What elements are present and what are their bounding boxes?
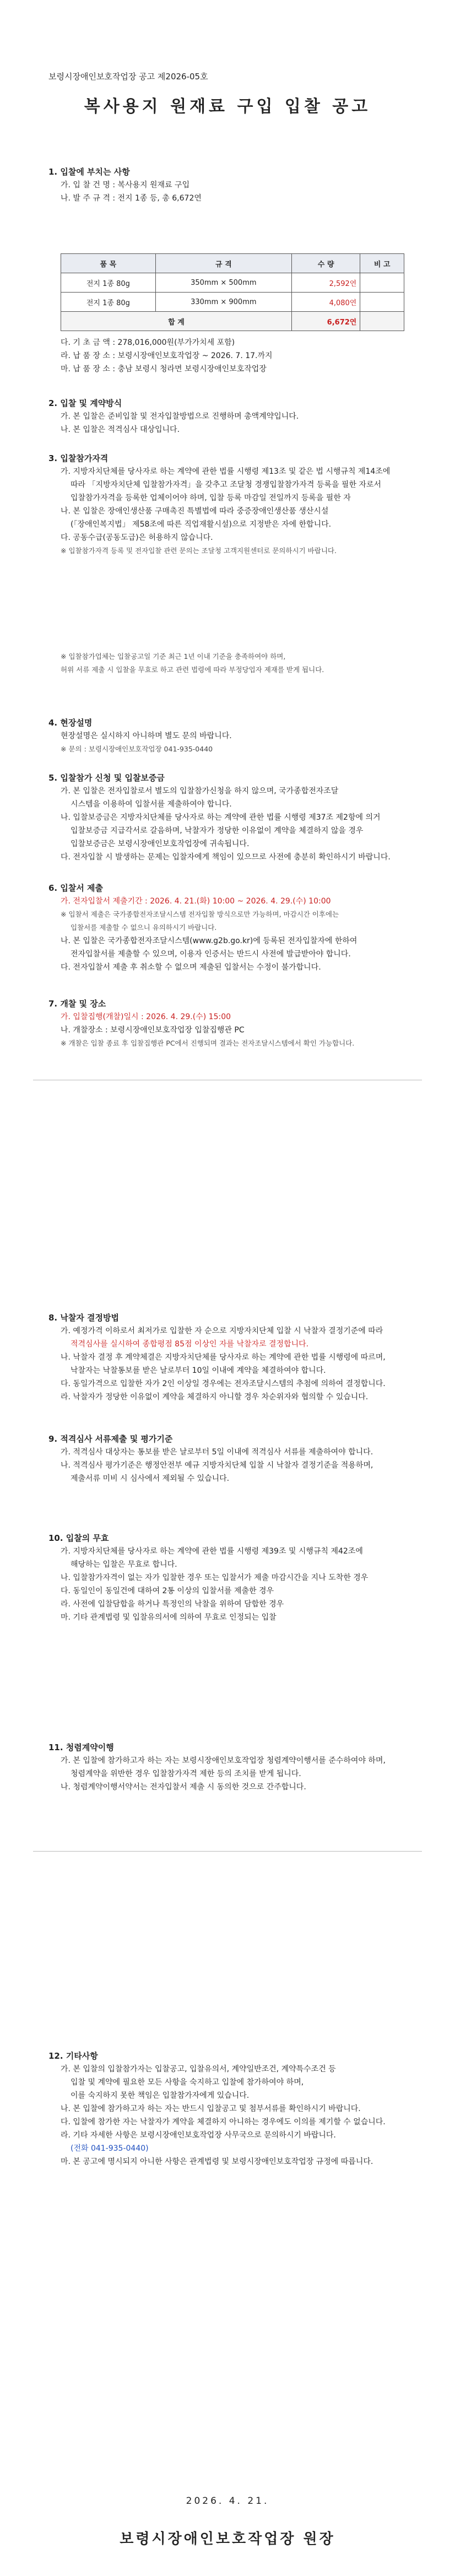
section-12 (48, 2049, 407, 2168)
cell-spec: 330mm × 900mm (155, 293, 291, 312)
section-9-line: 나. 적격심사 평가기준은 행정안전부 예규 지방자치단체 입찰 시 낙찰자 결정기준을 적용하며, (61, 1461, 373, 1470)
notice-date: 2026. 4. 21. (186, 2496, 269, 2507)
table-row (61, 273, 404, 293)
item-delivery-place: 마. 납 품 장 소 : 충남 보령시 청라면 보령시장애인보호작업장 (61, 365, 267, 374)
section-10-line: 라. 사전에 입찰담합을 하거나 특정인의 낙찰을 위하여 담합한 경우 (61, 1600, 284, 1609)
section-4-contact: ※ 문의 : 보령시장애인보호작업장 041-935-0440 (61, 745, 213, 753)
section-8 (48, 1311, 407, 1404)
section-12-heading: 12. 기타사항 (48, 2051, 98, 2061)
section-8-line: 가. 예정가격 이하로서 최저가로 입찰한 자 순으로 지방자치단체 입찰 시 낙찰자 결정기준에 따라 (61, 1327, 383, 1335)
section-10-line: 마. 기타 관계법령 및 입찰유의서에 의하여 무효로 인정되는 입찰 (61, 1613, 277, 1622)
section-3-line: 다. 공동수급(공동도급)은 허용하지 않습니다. (61, 533, 213, 542)
section-10-line: 다. 동일인이 동일건에 대하여 2통 이상의 입찰서를 제출한 경우 (61, 1587, 274, 1595)
section-2-heading: 2. 입찰 및 계약방식 (48, 398, 122, 408)
section-8-line: 나. 낙찰자 결정 후 계약체결은 지방자치단체를 당사자로 하는 계약에 관한 법률 시행령에 따르며, (61, 1353, 386, 1362)
section-5-line: 입찰보증금은 보령시장애인보호작업장에 귀속됩니다. (71, 840, 250, 848)
section-4-line: 현장설명은 실시하지 아니하며 별도 문의 바랍니다. (61, 732, 232, 740)
table-header-row (61, 254, 404, 273)
item-base-price: 다. 기 초 금 액 : 278,016,000원(부가가치세 포함) (61, 338, 235, 347)
section-9-line: 제출서류 미비 시 심사에서 제외될 수 있습니다. (71, 1474, 230, 1483)
section-1-heading: 1. 입찰에 부치는 사항 (48, 167, 130, 177)
cell-qty: 4,080연 (291, 293, 360, 312)
total-value: 6,672연 (291, 312, 360, 331)
item-contract-name: 가. 입 찰 건 명 : 복사용지 원재료 구입 (61, 181, 190, 190)
section-3-note: 허위 서류 제출 시 입찰을 무효로 하고 관련 법령에 따라 부정당업자 제재를 받게 됩니다. (61, 665, 324, 674)
section-12-line: 마. 본 공고에 명시되지 아니한 사항은 관계법령 및 보령시장애인보호작업장 규정에 따릅니다. (61, 2157, 373, 2166)
section-8-heading: 8. 낙찰자 결정방법 (48, 1313, 120, 1323)
col-spec: 규 격 (155, 254, 291, 273)
cell-spec: 350mm × 500mm (155, 273, 291, 293)
section-6-note: 입찰서를 제출할 수 없으니 유의하시기 바랍니다. (71, 923, 217, 932)
section-8-line: 적격심사를 실시하여 종합평점 85점 이상인 자를 낙찰자로 결정합니다. (71, 1340, 309, 1349)
section-3-line: 가. 지방자치단체를 당사자로 하는 계약에 관한 법률 시행령 제13조 및 같은 법 시행규칙 제14조에 (61, 467, 391, 476)
section-12-line: 가. 본 입찰의 입찰참가자는 입찰공고, 입찰유의서, 계약일반조건, 계약특수조건 등 (61, 2065, 336, 2074)
section-7-place: 나. 개찰장소 : 보령시장애인보호작업장 입찰집행관 PC (61, 1026, 245, 1035)
section-11-line: 가. 본 입찰에 참가하고자 하는 자는 보령시장애인보호작업장 청렴계약이행서를 준수하여야 하며, (61, 1756, 386, 1765)
col-item: 품 목 (61, 254, 156, 273)
section-12-line: 나. 본 입찰에 참가하고자 하는 자는 반드시 입찰공고 및 첨부서류를 확인하시기 바랍니다. (61, 2104, 361, 2113)
table-total-row (61, 312, 404, 331)
section-10-line: 가. 지방자치단체를 당사자로 하는 계약에 관한 법률 시행령 제39조 및 시행규칙 제42조에 (61, 1547, 363, 1556)
order-spec-table (61, 253, 404, 331)
section-12-contact: (전화 041-935-0440) (71, 2144, 149, 2153)
section-1 (48, 165, 407, 205)
signer: 보령시장애인보호작업장 원장 (120, 2531, 335, 2547)
section-6 (48, 881, 407, 974)
section-12-line: 다. 입찰에 참가한 자는 낙찰자가 계약을 체결하지 아니하는 경우에도 이의를 제기할 수 없습니다. (61, 2118, 386, 2126)
section-10-line: 나. 입찰참가자격이 없는 자가 입찰한 경우 또는 입찰서가 제출 마감시간을 지나 도착한 경우 (61, 1573, 369, 1582)
cell-item: 전지 1종 80g (61, 273, 156, 293)
page-title: 복사용지 원재료 구입 입찰 공고 (84, 97, 371, 116)
cell-item: 전지 1종 80g (61, 293, 156, 312)
cell-note (360, 293, 404, 312)
cell-note (360, 273, 404, 293)
section-1-cont (48, 336, 407, 376)
section-12-line: 라. 기타 자세한 사항은 보령시장애인보호작업장 사무국으로 문의하시기 바랍니다. (61, 2131, 336, 2140)
section-3-line: 나. 본 입찰은 장애인생산품 구매촉진 특별법에 따라 중증장애인생산품 생산시설 (61, 507, 329, 516)
section-6-line: 전자입찰서를 제출할 수 있으며, 이용자 인증서는 반드시 사전에 발급받아야 합니다. (71, 950, 351, 959)
col-note: 비 고 (360, 254, 404, 273)
section-5-line: 나. 입찰보증금은 지방자치단체를 당사자로 하는 계약에 관한 법률 시행령 제37조 제2항에 의거 (61, 813, 381, 822)
section-3-line: 따라 「지방자치단체 입찰참가자격」을 갖추고 조달청 경쟁입찰참가자격 등록을 필한 자로서 (71, 480, 381, 489)
section-4 (48, 716, 407, 756)
section-2 (48, 397, 407, 436)
section-8-line: 낙찰자는 낙찰통보를 받은 날로부터 10일 이내에 계약을 체결하여야 합니다. (71, 1366, 326, 1375)
section-5 (48, 771, 407, 864)
section-9-heading: 9. 적격심사 서류제출 및 평가기준 (48, 1434, 173, 1444)
section-5-line: 가. 본 입찰은 전자입찰로서 별도의 입찰참가신청을 하지 않으며, 국가종합전자조달 (61, 787, 339, 795)
section-7-note: ※ 개찰은 입찰 종료 후 입찰집행관 PC에서 진행되며 결과는 전자조달시스템에서 확인 가능합니다. (61, 1039, 355, 1047)
section-12-line: 입찰 및 계약에 필요한 모든 사항을 숙지하고 입찰에 참가하여야 하며, (71, 2078, 304, 2087)
section-9-line: 가. 적격심사 대상자는 통보를 받은 날로부터 5일 이내에 적격심사 서류를 제출하여야 합니다. (61, 1448, 373, 1457)
section-5-line: 입찰보증금 지급각서로 갈음하며, 낙찰자가 정당한 이유없이 계약을 체결하지 않을 경우 (71, 826, 364, 835)
section-6-period: 가. 전자입찰서 제출기간 : 2026. 4. 21.(화) 10:00 ~ 2026. 4. 29.(수) 10:00 (61, 897, 331, 906)
section-3-notes (48, 650, 407, 677)
section-11-heading: 11. 청렴계약이행 (48, 1742, 114, 1752)
section-10-heading: 10. 입찰의 무효 (48, 1533, 109, 1543)
section-8-line: 다. 동일가격으로 입찰한 자가 2인 이상일 경우에는 전자조달시스템의 추첨에 의하여 결정합니다. (61, 1379, 386, 1388)
section-3-line: 입찰참가자격을 등록한 업체이어야 하며, 입찰 등록 마감일 전일까지 등록을 필한 자 (71, 494, 351, 502)
section-7 (48, 997, 407, 1050)
col-qty: 수 량 (291, 254, 360, 273)
total-label: 합 계 (61, 312, 292, 331)
section-7-heading: 7. 개찰 및 장소 (48, 999, 106, 1009)
section-12-line: 이를 숙지하지 못한 책임은 입찰참가자에게 있습니다. (71, 2091, 250, 2100)
section-8-line: 라. 낙찰자가 정당한 이유없이 계약을 체결하지 아니할 경우 차순위자와 협의할 수 있습니다. (61, 1393, 369, 1401)
section-6-note: ※ 입찰서 제출은 국가종합전자조달시스템 전자입찰 방식으로만 가능하며, 마감시간 이후에는 (61, 910, 339, 918)
divider (33, 1851, 422, 1852)
section-3 (48, 452, 407, 558)
section-11-line: 나. 청렴계약이행서약서는 전자입찰서 제출 시 동의한 것으로 간주합니다. (61, 1783, 306, 1792)
section-5-line: 다. 전자입찰 시 발생하는 문제는 입찰자에게 책임이 있으므로 사전에 충분히 확인하시기 바랍니다. (61, 853, 391, 862)
section-3-line: (「장애인복지법」 제58조에 따른 직업재활시설)으로 지정받은 자에 한합니다. (71, 520, 332, 529)
section-7-time: 가. 입찰집행(개찰)일시 : 2026. 4. 29.(수) 15:00 (61, 1013, 231, 1021)
section-2-line: 가. 본 입찰은 준비입찰 및 전자입찰방법으로 진행하며 총액계약입니다. (61, 412, 299, 421)
notice-number: 보령시장애인보호작업장 공고 제2026-05호 (48, 72, 208, 82)
cell-qty: 2,592연 (291, 273, 360, 293)
section-10-line: 해당하는 입찰은 무효로 합니다. (71, 1560, 177, 1569)
section-9 (48, 1432, 407, 1485)
section-4-heading: 4. 현장설명 (48, 718, 93, 728)
section-10 (48, 1531, 407, 1624)
table-row (61, 293, 404, 312)
section-3-note: ※ 입찰참가업체는 입찰공고일 기준 최근 1년 이내 기준을 충족하여야 하며, (61, 652, 286, 661)
item-order-spec: 나. 발 주 규 격 : 전지 1종 등, 총 6,672연 (61, 194, 202, 203)
section-6-line: 나. 본 입찰은 국가종합전자조달시스템(www.g2b.go.kr)에 등록된 전자입찰자에 한하여 (61, 937, 358, 945)
section-6-line: 다. 전자입찰서 제출 후 취소할 수 없으며 제출된 입찰서는 수정이 불가합니다. (61, 963, 321, 972)
section-2-line: 나. 본 입찰은 적격심사 대상입니다. (61, 425, 180, 434)
section-3-note: ※ 입찰참가자격 등록 및 전자입찰 관련 문의는 조달청 고객지원센터로 문의하시기 바랍니다. (61, 546, 337, 555)
section-11-line: 청렴계약을 위반한 경우 입찰참가자격 제한 등의 조치를 받게 됩니다. (71, 1769, 301, 1778)
item-delivery-period: 라. 납 품 장 소 : 보령시장애인보호작업장 ~ 2026. 7. 17.까지 (61, 351, 273, 360)
section-3-heading: 3. 입찰참가자격 (48, 453, 109, 463)
section-5-line: 시스템을 이용하여 입찰서를 제출하여야 합니다. (71, 800, 232, 809)
section-5-heading: 5. 입찰참가 신청 및 입찰보증금 (48, 773, 165, 783)
section-6-heading: 6. 입찰서 제출 (48, 883, 104, 893)
section-11 (48, 1741, 407, 1794)
